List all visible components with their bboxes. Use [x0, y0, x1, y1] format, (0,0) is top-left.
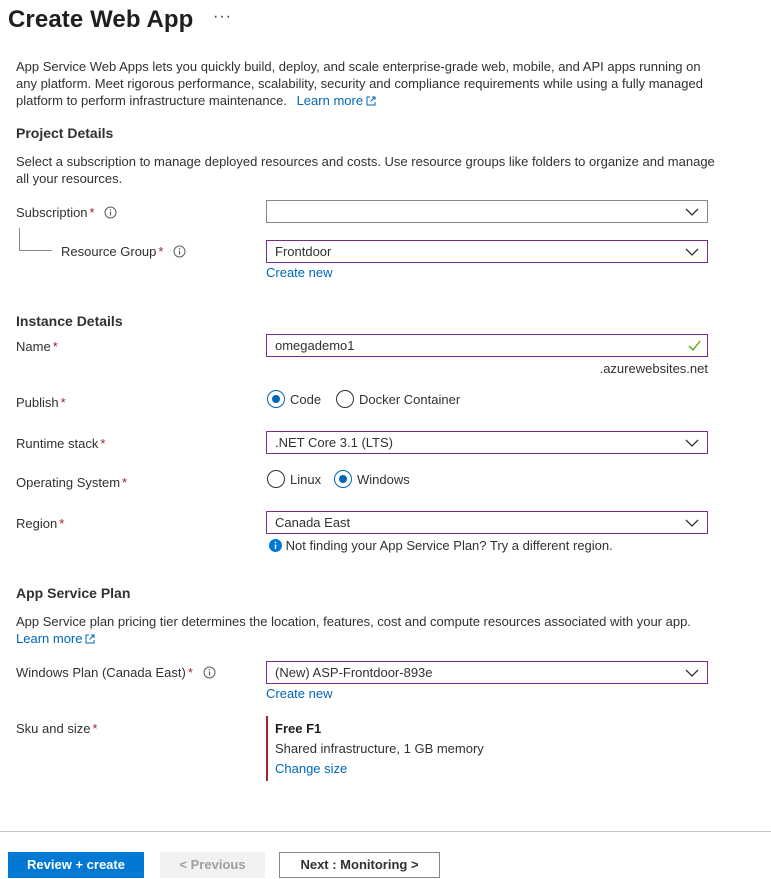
- review-create-button[interactable]: Review + create: [8, 852, 144, 878]
- sku-description: Shared infrastructure, 1 GB memory: [275, 741, 484, 756]
- next-monitoring-button[interactable]: Next : Monitoring >: [279, 852, 440, 878]
- region-hint: [269, 538, 613, 553]
- region-value: Canada East: [275, 515, 351, 530]
- operating-system-label: Operating System *: [16, 475, 128, 490]
- region-label: Region *: [16, 516, 65, 531]
- resource-group-value: Frontdoor: [275, 244, 332, 259]
- plan-learn-more-label[interactable]: Learn more: [16, 631, 83, 646]
- windows-plan-value: (New) ASP-Frontdoor-893e: [275, 665, 433, 680]
- info-filled-icon: [269, 539, 282, 552]
- region-dropdown[interactable]: [266, 511, 708, 534]
- info-icon[interactable]: [104, 206, 117, 219]
- os-windows-option[interactable]: [334, 470, 410, 488]
- os-linux-label[interactable]: Linux: [290, 472, 322, 487]
- plan-description: [16, 613, 756, 647]
- project-description: [16, 153, 756, 187]
- region-hint-text: Not finding your App Service Plan? Try a different region.: [285, 538, 613, 553]
- learn-more-link[interactable]: [297, 93, 376, 108]
- plan-desc-text: App Service plan pricing tier determines the location, features, cost and compute resources associated with your app.: [16, 614, 691, 629]
- project-desc-line-1: Select a subscription to manage deployed resources and costs. Use resource groups like folders to organize and manage: [16, 154, 715, 169]
- project-details-heading: Project Details: [16, 125, 114, 141]
- name-label: Name *: [16, 339, 58, 354]
- chevron-down-icon: [685, 438, 699, 448]
- publish-code-option[interactable]: [267, 390, 321, 408]
- name-label-text: Name: [16, 339, 51, 354]
- project-desc-line-2: all your resources.: [16, 171, 123, 186]
- info-icon[interactable]: [203, 666, 216, 679]
- name-value: omegademo1: [275, 338, 355, 353]
- resource-group-dropdown[interactable]: [266, 240, 708, 263]
- publish-label: Publish *: [16, 395, 66, 410]
- publish-code-radio[interactable]: [267, 390, 285, 408]
- intro-line-3-text: platform to perform infrastructure maintenance.: [16, 93, 287, 108]
- checkmark-icon: [688, 340, 701, 351]
- intro-line-3: [16, 92, 756, 109]
- external-link-icon: [85, 634, 95, 644]
- os-linux-option[interactable]: [267, 470, 321, 488]
- os-windows-label[interactable]: Windows: [357, 472, 410, 487]
- tree-connector: [19, 228, 52, 251]
- region-label-text: Region: [16, 516, 58, 531]
- chevron-down-icon: [685, 207, 699, 217]
- resource-group-label: Resource Group *: [61, 244, 186, 259]
- intro-line-2: any platform. Meet rigorous performance, scalability, security and compliance requirements while using a fully managed: [16, 76, 703, 91]
- name-domain-suffix: .azurewebsites.net: [599, 361, 708, 376]
- windows-plan-label: Windows Plan (Canada East) *: [16, 665, 216, 680]
- subscription-dropdown[interactable]: [266, 200, 708, 223]
- sku-size-label: Sku and size *: [16, 721, 98, 736]
- info-icon[interactable]: [173, 245, 186, 258]
- sku-indicator-bar: [266, 716, 268, 781]
- intro-line-1: App Service Web Apps lets you quickly build, deploy, and scale enterprise-grade web, mobile, and API apps running on: [16, 59, 701, 74]
- app-service-plan-heading: App Service Plan: [16, 585, 131, 601]
- learn-more-label[interactable]: Learn more: [296, 93, 364, 108]
- subscription-label: Subscription *: [16, 205, 117, 220]
- external-link-icon: [366, 96, 376, 106]
- sku-size-label-text: Sku and size: [16, 721, 91, 736]
- page-title: Create Web App: [8, 6, 194, 33]
- more-options-icon[interactable]: ···: [213, 8, 232, 25]
- create-new-resource-group-link[interactable]: Create new: [266, 265, 333, 280]
- name-input[interactable]: [266, 334, 708, 357]
- resource-group-label-text: Resource Group: [61, 244, 157, 259]
- chevron-down-icon: [685, 247, 699, 257]
- subscription-label-text: Subscription: [16, 205, 88, 220]
- os-linux-radio[interactable]: [267, 470, 285, 488]
- runtime-stack-label: Runtime stack *: [16, 436, 106, 451]
- change-size-link[interactable]: Change size: [275, 761, 348, 776]
- publish-docker-radio[interactable]: [336, 390, 354, 408]
- windows-plan-dropdown[interactable]: [266, 661, 708, 684]
- instance-details-heading: Instance Details: [16, 313, 123, 329]
- runtime-stack-dropdown[interactable]: [266, 431, 708, 454]
- footer-divider: [0, 831, 771, 832]
- publish-code-label[interactable]: Code: [290, 392, 322, 407]
- chevron-down-icon: [685, 668, 699, 678]
- runtime-stack-label-text: Runtime stack: [16, 436, 99, 451]
- sku-name: Free F1: [275, 721, 322, 736]
- intro-text: [16, 58, 756, 109]
- publish-label-text: Publish: [16, 395, 59, 410]
- chevron-down-icon: [685, 518, 699, 528]
- os-windows-radio[interactable]: [334, 470, 352, 488]
- previous-button[interactable]: < Previous: [160, 852, 265, 878]
- windows-plan-label-text: Windows Plan (Canada East): [16, 665, 186, 680]
- operating-system-label-text: Operating System: [16, 475, 121, 490]
- subscription-underline: [450, 222, 700, 223]
- runtime-stack-value: .NET Core 3.1 (LTS): [275, 435, 393, 450]
- publish-docker-option[interactable]: [336, 390, 460, 408]
- create-new-plan-link[interactable]: Create new: [266, 686, 333, 701]
- publish-docker-label[interactable]: Docker Container: [359, 392, 461, 407]
- plan-learn-more-link[interactable]: [16, 631, 95, 646]
